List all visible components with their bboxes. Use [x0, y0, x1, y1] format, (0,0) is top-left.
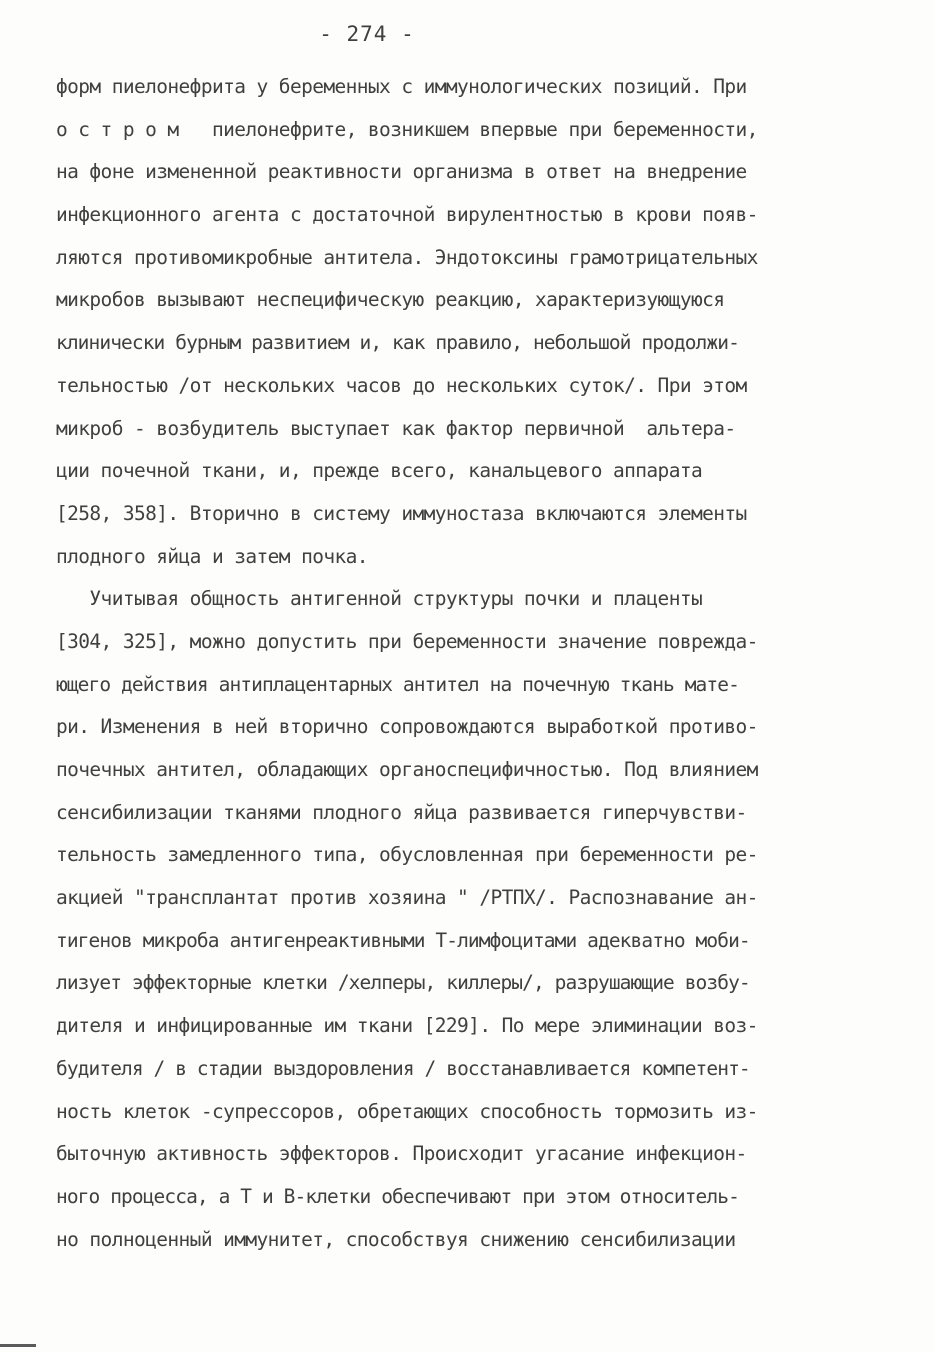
text-line: почечных антител, обладающих органоспецифичностью. Под влиянием — [56, 758, 758, 781]
text-line: микроб - возбудитель выступает как фактор первичной альтера- — [56, 416, 736, 440]
text-line: на фоне измененной реактивности организма в ответ на внедрение — [56, 160, 747, 184]
text-line: тельность замедленного типа, обусловленная при беременности ре- — [56, 843, 758, 867]
text-line: дителя и инфицированные им ткани [229]. По мере элиминации воз- — [56, 1014, 758, 1038]
text-line: клинически бурным развитием и, как правило, небольшой продолжи- — [56, 331, 739, 355]
text-line: [304, 325], можно допустить при беременности значение повреждa- — [56, 629, 758, 653]
text-line: сенсибилизации тканями плодного яйца развивается гиперчувстви- — [56, 800, 747, 824]
text-line: ность клеток -супрессоров, обретающих способность тормозить из- — [56, 1099, 758, 1123]
text-line: тельностью /от нескольких часов до нескольких суток/. При этом — [56, 373, 747, 397]
scan-edge-mark — [0, 1344, 36, 1347]
text-line: микробов вызывают неспецифическую реакцию, характеризующуюся — [56, 288, 725, 312]
text-line: ции почечной ткани, и, прежде всего, канальцевого аппарата — [56, 459, 703, 483]
text-line: будителя / в стадии выздоровления / восстанавливается компетент- — [56, 1056, 750, 1080]
text-line: инфекционного агента с достаточной вирулентностью в крови появ- — [56, 203, 758, 227]
text-line: но полноценный иммунитет, способствуя снижению сенсибилизации — [56, 1227, 736, 1251]
text-line: быточную активность эффекторов. Происходит угасание инфекцион- — [56, 1142, 747, 1166]
text-line: плодного яйца и затем почка. — [56, 544, 368, 568]
text-line: о с т р о м пиелонефрите, возникшем впервые при беременности, — [56, 117, 758, 141]
text-line: ного процесса, а Т и В-клетки обеспечивают при этом относитель- — [56, 1184, 739, 1208]
page-number: - 274 - — [319, 22, 415, 46]
text-line: ющего действия антиплацентарных антител на почечную ткань мате- — [56, 672, 739, 696]
text-line: тигенов микроба антигенреактивными Т-лимфоцитами адекватно моби- — [56, 928, 750, 952]
text-line: акцией "трансплантат против хозяина " /РТПХ/. Распознавание ан- — [56, 886, 758, 910]
text-line: [258, 358]. Вторично в систему иммуностаза включаются элементы — [56, 501, 747, 525]
text-line: ри. Изменения в ней вторично сопровождаются выработкой противо- — [56, 715, 758, 739]
paragraph-start-line: Учитывая общность антигенной структуры почки и плаценты — [56, 587, 703, 611]
text-line: ляются противомикробные антитела. Эндотоксины грамотрицательных — [56, 245, 758, 269]
body-text — [56, 66, 876, 1261]
text-line: форм пиелонефрита у беременных с иммунологических позиций. При — [56, 75, 747, 98]
text-line: лизует эффекторные клетки /хелперы, киллеры/, разрушающие возбу- — [56, 971, 750, 995]
